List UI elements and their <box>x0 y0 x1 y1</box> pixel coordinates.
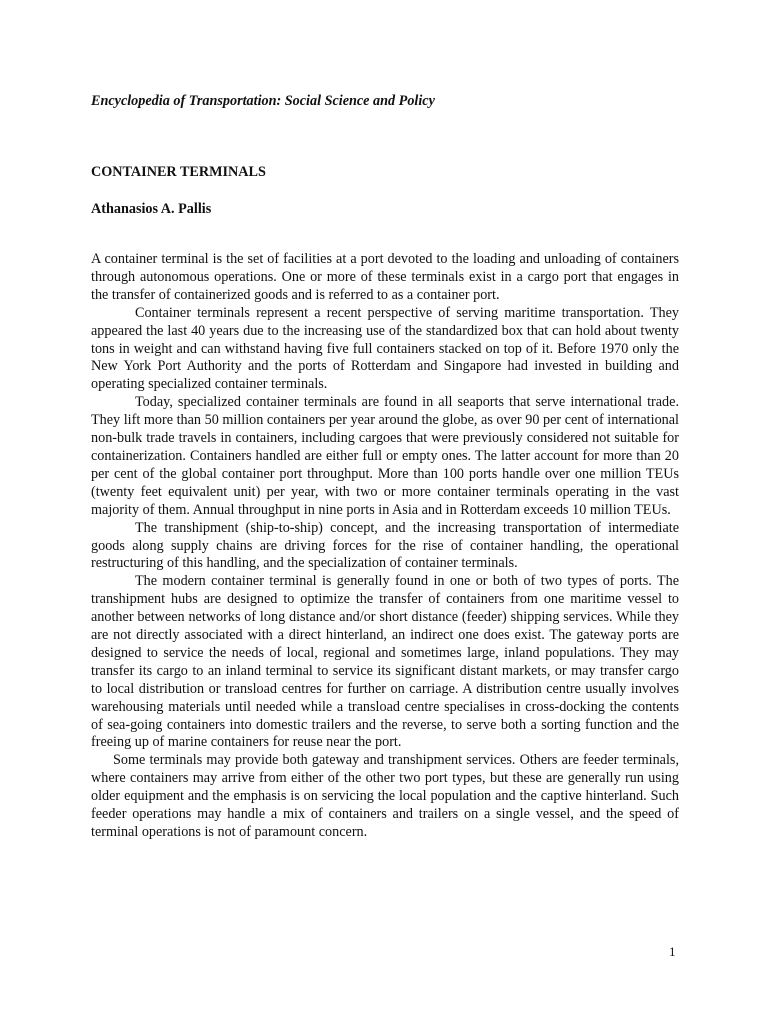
article-title: CONTAINER TERMINALS <box>91 164 266 180</box>
paragraph: Container terminals represent a recent perspective of serving maritime transportation. They appeared the last 40 years due to the increasing use of the standardized box that can hold about twenty tons in weight and can withstand having five full containers stacked on top of it. Before 1970 only the New York Port Authority and the ports of Rotterdam and Singapore had invested in building and operating specialized container terminals. <box>91 304 679 393</box>
page-number: 1 <box>669 944 676 959</box>
article-body <box>91 251 679 842</box>
paragraph: The transhipment (ship-to-ship) concept, and the increasing transportation of intermediate goods along supply chains are driving forces for the rise of container handling, the operational restructuring of this handling, and the specialization of container terminals. <box>91 519 679 572</box>
series-title: Encyclopedia of Transportation: Social Science and Policy <box>91 93 435 109</box>
paragraph: Today, specialized container terminals are found in all seaports that serve international trade. They lift more than 50 million containers per year around the globe, as over 90 per cent of international non-bulk trade travels in containers, including cargoes that were previously considered not suitable for containerization. Containers handled are either full or empty ones. The latter account for more than 20 per cent of the global container port throughput. More than 100 ports handle over one million TEUs (twenty feet equivalent unit) per year, with two or more container terminals operating in the vast majority of them. Annual throughput in nine ports in Asia and in Rotterdam exceeds 10 million TEUs. <box>91 394 679 518</box>
paragraph: A container terminal is the set of facilities at a port devoted to the loading and unloading of containers through autonomous operations. One or more of these terminals exist in a cargo port that engages in the transfer of containerized goods and is referred to as a container port. <box>91 251 679 303</box>
paragraph: The modern container terminal is generally found in one or both of two types of ports. The transhipment hubs are designed to optimize the transfer of containers from one maritime vessel to another between networks of long distance and/or short distance (feeder) shipping services. While they are not directly associated with a direct hinterland, an indirect one does exist. The gateway ports are designed to service the needs of local, regional and sometimes large, inland populations. They may transfer its cargo to an inland terminal to service its significant distant markets, or may transfer cargo to local distribution or transload centres for further on carriage. A distribution centre usually involves warehousing materials until needed while a transload centre specialises in cross-docking the contents of sea-going containers into domestic trailers and the reverse, to serve both a sorting function and the freeing up of marine containers for reuse near the port. <box>91 573 679 751</box>
paragraph: Some terminals may provide both gateway and transhipment services. Others are feeder terminals, where containers may arrive from either of the other two port types, but these are generally run using older equipment and the emphasis is on servicing the local population and the captive hinterland. Such feeder operations may handle a mix of containers and trailers on a single vessel, and the speed of terminal operations is not of paramount concern. <box>91 752 679 840</box>
author-name: Athanasios A. Pallis <box>91 201 212 217</box>
